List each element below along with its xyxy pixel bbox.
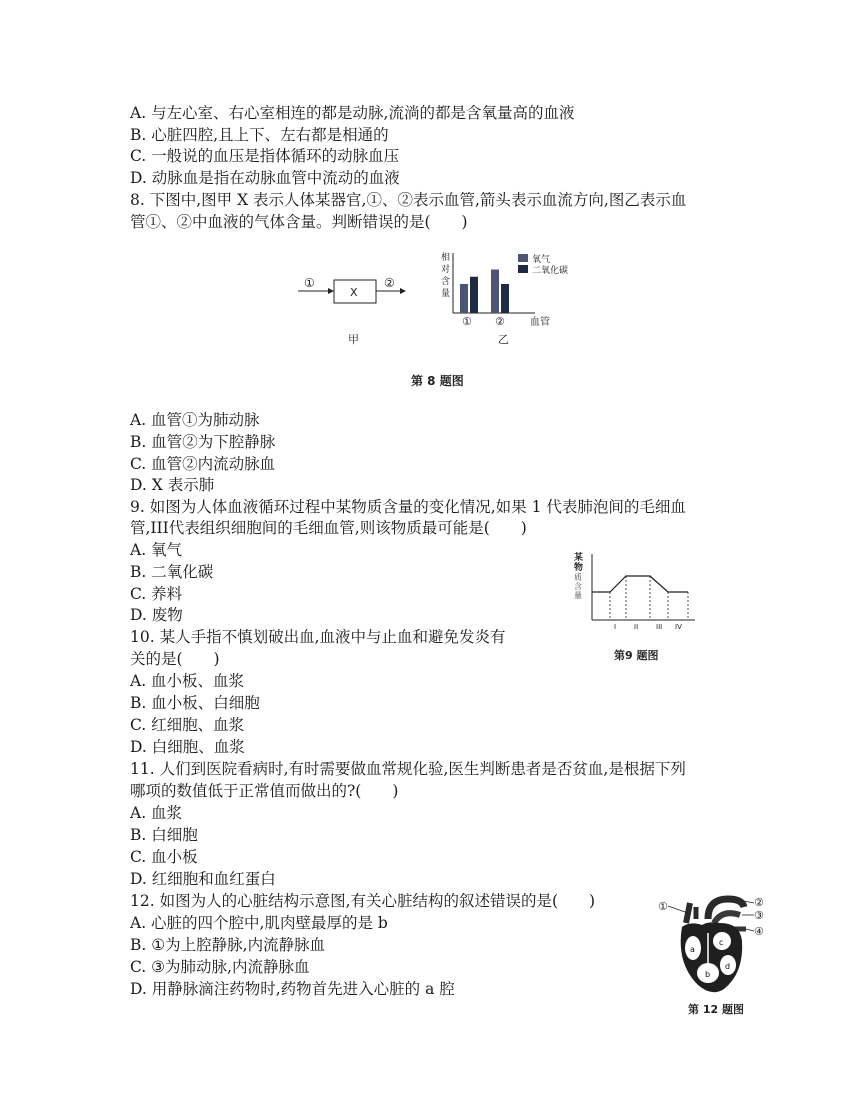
fig9-tick-3: III: [656, 623, 663, 631]
fig9-ylabel-1: 某: [574, 553, 584, 563]
q9-option-a: A. 氧气: [130, 541, 183, 559]
q8-option-c: C. 血管②内流动脉血: [130, 455, 276, 473]
fig8-caption: 第 8 题图: [411, 374, 464, 388]
q11-stem-line1: 11. 人们到医院看病时,有时需要做血常规化验,医生判断患者是否贫血,是根据下列: [130, 760, 686, 778]
q7-option-b: B. 心脏四腔,且上下、左右都是相通的: [130, 126, 389, 144]
fig12-chamber-b: b: [705, 970, 711, 979]
fig8-ylabel-4: 量: [441, 289, 451, 299]
q11-option-d: D. 红细胞和血红蛋白: [130, 870, 276, 888]
fig8-ylabel-1: 相: [441, 253, 451, 263]
q11-option-b: B. 白细胞: [130, 826, 198, 844]
fig8-legend-co2: 二氧化碳: [532, 266, 569, 276]
q10-stem-line1: 10. 某人手指不慎划破出血,血液中与止血和避免发炎有: [130, 628, 506, 646]
fig9-curve: [592, 576, 688, 592]
fig8-legend-o2-swatch: [518, 254, 528, 262]
q12-option-a: A. 心脏的四个腔中,肌肉壁最厚的是 b: [130, 914, 388, 932]
fig8-xtick-1: ①: [462, 315, 472, 328]
q12-option-c: C. ③为肺动脉,内流静脉血: [130, 958, 310, 976]
fig12-label-3: ③: [754, 909, 764, 922]
fig8-ylabel-2: 对: [441, 265, 451, 275]
fig9-ylabel-5: 量: [574, 591, 582, 600]
fig12-label-2: ②: [754, 896, 764, 909]
q9-option-b: B. 二氧化碳: [130, 563, 214, 581]
q11-option-a: A. 血浆: [130, 804, 183, 822]
fig9-tick-1: I: [614, 623, 617, 631]
fig9-line-graph: [570, 548, 700, 633]
q9-stem-line1: 9. 如图为人体血液循环过程中某物质含量的变化情况,如果 1 代表肺泡间的毛细血: [130, 498, 686, 516]
q12-option-d: D. 用静脉滴注药物时,药物首先进入心脏的 a 腔: [130, 980, 455, 998]
q10-stem-line2: 关的是( ): [130, 650, 220, 668]
q10-option-c: C. 红细胞、血浆: [130, 716, 245, 734]
q7-option-c: C. 一般说的血压是指体循环的动脉血压: [130, 147, 400, 165]
fig8-vessel2-label: ②: [384, 276, 395, 290]
q9-option-c: C. 养料: [130, 585, 183, 603]
fig8-vessel1-label: ①: [304, 276, 315, 290]
fig8-ylabel-3: 含: [441, 277, 451, 287]
q10-option-b: B. 血小板、白细胞: [130, 694, 260, 712]
fig12-pulmonary-artery: [714, 913, 740, 923]
q7-option-a: A. 与左心室、右心室相连的都是动脉,流淌的都是含氧量高的血液: [130, 104, 575, 122]
fig8-right-sublabel: 乙: [498, 333, 509, 346]
q10-option-d: D. 白细胞、血浆: [130, 738, 245, 756]
fig9-caption: 第9 题图: [614, 649, 659, 662]
fig12-chamber-c: c: [719, 938, 724, 947]
q8-option-d: D. X 表示肺: [130, 476, 215, 494]
fig12-heart-diagram: [656, 893, 768, 999]
fig9-ylabel-2: 物: [574, 563, 584, 573]
fig8-organ-label: X: [350, 286, 358, 299]
q9-option-d: D. 废物: [130, 606, 183, 624]
q12-option-b: B. ①为上腔静脉,内流静脉血: [130, 936, 326, 954]
fig8-xtick-2: ②: [495, 315, 505, 328]
q11-stem-line2: 哪项的数值低于正常值而做出的?( ): [130, 782, 399, 800]
fig12-label-4: ④: [754, 925, 764, 938]
fig8-left-sublabel: 甲: [348, 333, 359, 346]
fig8-diagram: [290, 245, 600, 355]
q8-option-a: A. 血管①为肺动脉: [130, 411, 260, 429]
fig9-ylabel-4: 含: [574, 582, 582, 591]
q8-stem-line1: 8. 下图中,图甲 X 表示人体某器官,①、②表示血管,箭头表示血流方向,图乙表示血: [130, 191, 687, 209]
fig9-tick-4: IV: [675, 623, 682, 631]
fig12-chamber-a: a: [690, 945, 695, 954]
fig8-bar-o2-1: [460, 284, 468, 313]
q10-option-a: A. 血小板、血浆: [130, 672, 245, 690]
fig8-bar-o2-2: [491, 270, 499, 314]
q8-option-b: B. 血管②为下腔静脉: [130, 433, 276, 451]
fig9-tick-2: II: [634, 623, 639, 631]
q11-option-c: C. 血小板: [130, 848, 198, 866]
q9-stem-line2: 管,III代表组织细胞间的毛细血管,则该物质最可能是( ): [130, 519, 527, 537]
fig8-xlabel: 血管: [530, 317, 550, 328]
fig8-legend-o2: 氧气: [532, 255, 551, 265]
fig8-bar-co2-2: [501, 284, 509, 313]
fig8-legend-co2-swatch: [518, 265, 528, 273]
fig12-caption: 第 12 题图: [688, 1003, 744, 1016]
fig9-ylabel-3: 质: [574, 573, 582, 582]
q12-stem: 12. 如图为人的心脏结构示意图,有关心脏结构的叙述错误的是( ): [130, 892, 596, 910]
q8-stem-line2: 管①、②中血液的气体含量。判断错误的是( ): [130, 213, 468, 231]
fig12-chamber-d: d: [725, 962, 731, 971]
fig8-bar-chart: [441, 251, 568, 346]
fig12-label-1: ①: [658, 900, 668, 913]
q7-option-d: D. 动脉血是指在动脉血管中流动的血液: [130, 169, 400, 187]
fig8-bar-co2-1: [470, 277, 478, 313]
